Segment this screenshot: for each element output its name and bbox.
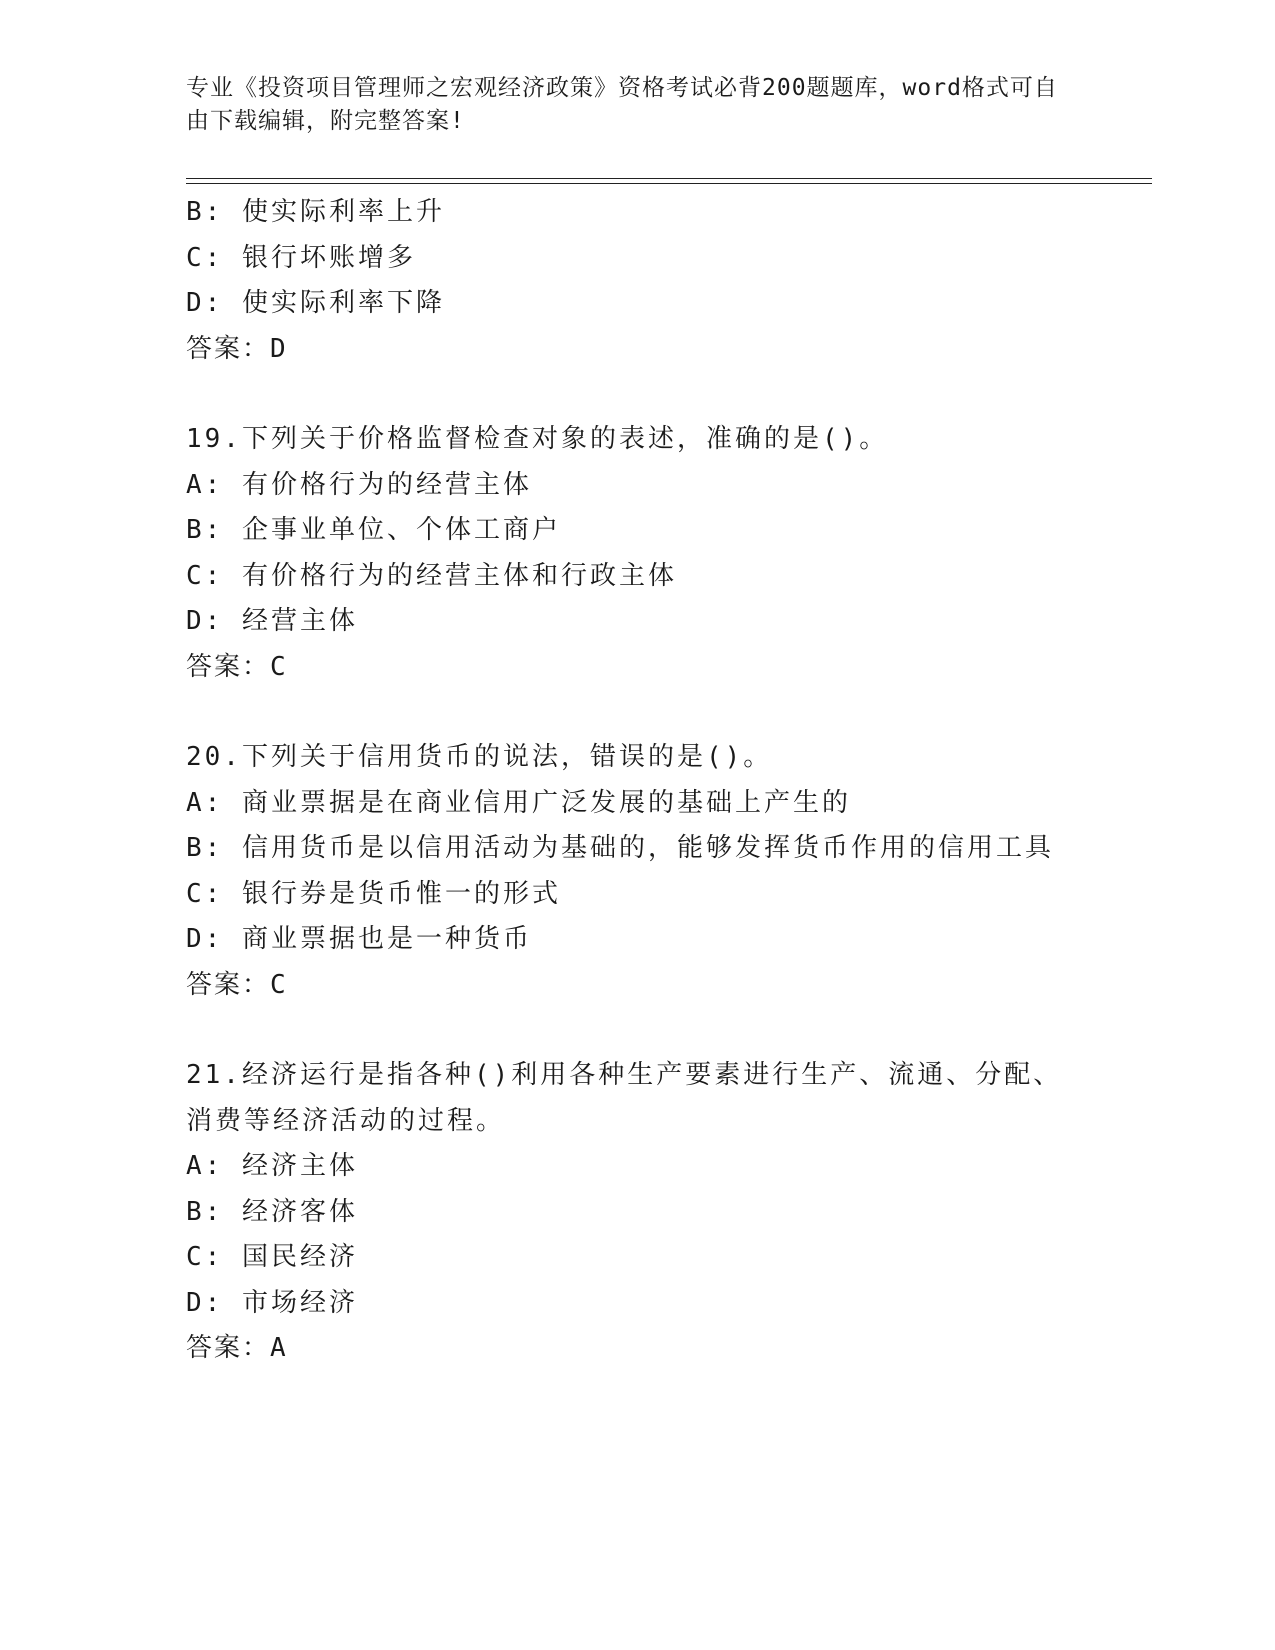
option-d: D: 经营主体	[186, 606, 358, 636]
option-d: D: 市场经济	[186, 1287, 358, 1318]
answer-label: 答案：	[186, 333, 271, 364]
option-d: D: 商业票据也是一种货币	[186, 924, 532, 954]
option-b: B: 信用货币是以信用活动为基础的，能够发挥货币作用的信用工具	[186, 833, 1054, 863]
question-block-19	[186, 417, 1086, 690]
question-stem: 19.下列关于价格监督检查对象的表述，准确的是()。	[186, 424, 889, 454]
question-stem: 20.下列关于信用货币的说法，错误的是()。	[186, 742, 773, 772]
option-c: C: 有价格行为的经营主体和行政主体	[186, 560, 677, 591]
answer-value: D	[270, 333, 288, 364]
option-a: A: 有价格行为的经营主体	[186, 469, 532, 500]
option-a: A: 商业票据是在商业信用广泛发展的基础上产生的	[186, 787, 851, 818]
question-stem: 21.经济运行是指各种()利用各种生产要素进行生产、流通、分配、消费等经济活动的过程。	[186, 1060, 1063, 1136]
option-c: C: 银行券是货币惟一的形式	[186, 878, 561, 909]
header-rule-bottom	[186, 183, 1152, 184]
question-list	[186, 190, 1086, 1372]
option-d: D: 使实际利率下降	[186, 288, 445, 318]
answer-label: 答案：	[186, 969, 271, 1000]
answer-value: C	[270, 651, 288, 682]
answer-label: 答案：	[186, 651, 271, 682]
option-b: B: 经济客体	[186, 1196, 358, 1227]
question-block-18-continued	[186, 190, 1086, 372]
question-block-20	[186, 735, 1086, 1008]
answer-value: A	[270, 1333, 288, 1363]
document-header: 专业《投资项目管理师之宏观经济政策》资格考试必背200题题库，word格式可自由下载编辑，附完整答案!	[186, 75, 1058, 134]
answer-value: C	[270, 969, 288, 1000]
header-rule-top	[186, 178, 1152, 179]
answer-label: 答案：	[186, 1333, 271, 1363]
question-block-21	[186, 1053, 1086, 1372]
answer-line	[186, 1326, 1086, 1372]
option-c: C: 银行坏账增多	[186, 242, 416, 273]
answer-line	[186, 963, 1086, 1009]
answer-line	[186, 327, 1086, 373]
option-b: B: 使实际利率上升	[186, 197, 445, 227]
option-a: A: 经济主体	[186, 1151, 358, 1181]
answer-line	[186, 645, 1086, 691]
option-c: C: 国民经济	[186, 1242, 358, 1272]
option-b: B: 企事业单位、个体工商户	[186, 515, 561, 545]
